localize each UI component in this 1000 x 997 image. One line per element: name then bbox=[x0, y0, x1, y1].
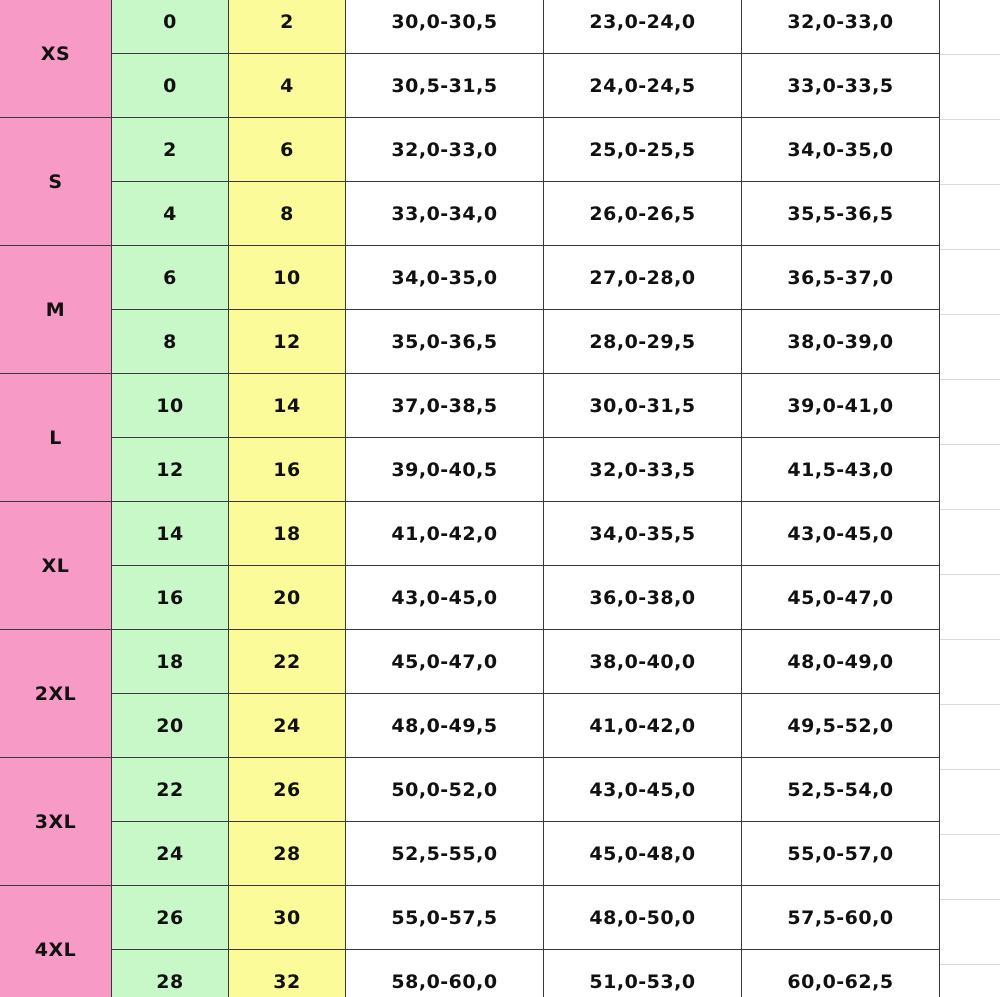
size-label-cell: 3XL bbox=[0, 758, 112, 886]
bust-measure-cell: 43,0-45,0 bbox=[346, 566, 544, 630]
us-size-cell: 12 bbox=[112, 438, 229, 502]
waist-measure-cell: 27,0-28,0 bbox=[544, 246, 742, 310]
spreadsheet-gridlines bbox=[940, 0, 1000, 997]
table-row bbox=[0, 0, 940, 54]
us-size-cell: 4 bbox=[112, 182, 229, 246]
waist-measure-cell: 51,0-53,0 bbox=[544, 950, 742, 997]
table-row bbox=[0, 822, 940, 886]
waist-measure-cell: 32,0-33,5 bbox=[544, 438, 742, 502]
table-row bbox=[0, 182, 940, 246]
waist-measure-cell: 24,0-24,5 bbox=[544, 54, 742, 118]
hips-measure-cell: 43,0-45,0 bbox=[742, 502, 940, 566]
us-size-cell: 2 bbox=[112, 118, 229, 182]
table-row bbox=[0, 54, 940, 118]
gridline bbox=[940, 639, 1000, 640]
hips-measure-cell: 57,5-60,0 bbox=[742, 886, 940, 950]
bust-measure-cell: 35,0-36,5 bbox=[346, 310, 544, 374]
size-label-cell: XS bbox=[0, 0, 112, 118]
bust-measure-cell: 30,0-30,5 bbox=[346, 0, 544, 54]
table-row bbox=[0, 694, 940, 758]
table-row bbox=[0, 886, 940, 950]
table-row bbox=[0, 566, 940, 630]
us-size-cell: 0 bbox=[112, 0, 229, 54]
waist-measure-cell: 36,0-38,0 bbox=[544, 566, 742, 630]
uk-size-cell: 8 bbox=[229, 182, 346, 246]
gridline bbox=[940, 249, 1000, 250]
us-size-cell: 16 bbox=[112, 566, 229, 630]
hips-measure-cell: 55,0-57,0 bbox=[742, 822, 940, 886]
gridline bbox=[940, 899, 1000, 900]
uk-size-cell: 14 bbox=[229, 374, 346, 438]
uk-size-cell: 4 bbox=[229, 54, 346, 118]
us-size-cell: 8 bbox=[112, 310, 229, 374]
uk-size-cell: 30 bbox=[229, 886, 346, 950]
bust-measure-cell: 50,0-52,0 bbox=[346, 758, 544, 822]
gridline bbox=[940, 769, 1000, 770]
us-size-cell: 24 bbox=[112, 822, 229, 886]
gridline bbox=[940, 379, 1000, 380]
bust-measure-cell: 39,0-40,5 bbox=[346, 438, 544, 502]
bust-measure-cell: 30,5-31,5 bbox=[346, 54, 544, 118]
waist-measure-cell: 25,0-25,5 bbox=[544, 118, 742, 182]
table-row bbox=[0, 118, 940, 182]
uk-size-cell: 24 bbox=[229, 694, 346, 758]
size-label-cell: 2XL bbox=[0, 630, 112, 758]
table-row bbox=[0, 246, 940, 310]
table-row bbox=[0, 310, 940, 374]
uk-size-cell: 20 bbox=[229, 566, 346, 630]
us-size-cell: 28 bbox=[112, 950, 229, 997]
bust-measure-cell: 32,0-33,0 bbox=[346, 118, 544, 182]
gridline bbox=[940, 964, 1000, 965]
size-label-cell: M bbox=[0, 246, 112, 374]
us-size-cell: 6 bbox=[112, 246, 229, 310]
hips-measure-cell: 38,0-39,0 bbox=[742, 310, 940, 374]
uk-size-cell: 32 bbox=[229, 950, 346, 997]
waist-measure-cell: 23,0-24,0 bbox=[544, 0, 742, 54]
table-row bbox=[0, 630, 940, 694]
bust-measure-cell: 45,0-47,0 bbox=[346, 630, 544, 694]
us-size-cell: 18 bbox=[112, 630, 229, 694]
uk-size-cell: 12 bbox=[229, 310, 346, 374]
bust-measure-cell: 52,5-55,0 bbox=[346, 822, 544, 886]
hips-measure-cell: 60,0-62,5 bbox=[742, 950, 940, 997]
size-label-cell: XL bbox=[0, 502, 112, 630]
bust-measure-cell: 33,0-34,0 bbox=[346, 182, 544, 246]
bust-measure-cell: 55,0-57,5 bbox=[346, 886, 544, 950]
hips-measure-cell: 33,0-33,5 bbox=[742, 54, 940, 118]
size-label-cell: 4XL bbox=[0, 886, 112, 997]
table-row bbox=[0, 950, 940, 997]
us-size-cell: 10 bbox=[112, 374, 229, 438]
uk-size-cell: 2 bbox=[229, 0, 346, 54]
waist-measure-cell: 38,0-40,0 bbox=[544, 630, 742, 694]
uk-size-cell: 6 bbox=[229, 118, 346, 182]
waist-measure-cell: 34,0-35,5 bbox=[544, 502, 742, 566]
hips-measure-cell: 36,5-37,0 bbox=[742, 246, 940, 310]
uk-size-cell: 16 bbox=[229, 438, 346, 502]
waist-measure-cell: 43,0-45,0 bbox=[544, 758, 742, 822]
gridline bbox=[940, 834, 1000, 835]
bust-measure-cell: 48,0-49,5 bbox=[346, 694, 544, 758]
waist-measure-cell: 45,0-48,0 bbox=[544, 822, 742, 886]
size-label-cell: S bbox=[0, 118, 112, 246]
table-row bbox=[0, 438, 940, 502]
hips-measure-cell: 35,5-36,5 bbox=[742, 182, 940, 246]
gridline bbox=[940, 184, 1000, 185]
waist-measure-cell: 48,0-50,0 bbox=[544, 886, 742, 950]
bust-measure-cell: 41,0-42,0 bbox=[346, 502, 544, 566]
hips-measure-cell: 49,5-52,0 bbox=[742, 694, 940, 758]
gridline bbox=[940, 704, 1000, 705]
gridline bbox=[940, 444, 1000, 445]
waist-measure-cell: 28,0-29,5 bbox=[544, 310, 742, 374]
gridline bbox=[940, 509, 1000, 510]
us-size-cell: 0 bbox=[112, 54, 229, 118]
table-row bbox=[0, 374, 940, 438]
us-size-cell: 20 bbox=[112, 694, 229, 758]
hips-measure-cell: 45,0-47,0 bbox=[742, 566, 940, 630]
hips-measure-cell: 48,0-49,0 bbox=[742, 630, 940, 694]
bust-measure-cell: 58,0-60,0 bbox=[346, 950, 544, 997]
uk-size-cell: 22 bbox=[229, 630, 346, 694]
hips-measure-cell: 41,5-43,0 bbox=[742, 438, 940, 502]
gridline bbox=[940, 314, 1000, 315]
uk-size-cell: 10 bbox=[229, 246, 346, 310]
table-row bbox=[0, 502, 940, 566]
uk-size-cell: 26 bbox=[229, 758, 346, 822]
waist-measure-cell: 30,0-31,5 bbox=[544, 374, 742, 438]
gridline bbox=[940, 574, 1000, 575]
hips-measure-cell: 52,5-54,0 bbox=[742, 758, 940, 822]
uk-size-cell: 18 bbox=[229, 502, 346, 566]
size-label-cell: L bbox=[0, 374, 112, 502]
us-size-cell: 26 bbox=[112, 886, 229, 950]
gridline bbox=[940, 119, 1000, 120]
bust-measure-cell: 37,0-38,5 bbox=[346, 374, 544, 438]
hips-measure-cell: 39,0-41,0 bbox=[742, 374, 940, 438]
table-row bbox=[0, 758, 940, 822]
waist-measure-cell: 41,0-42,0 bbox=[544, 694, 742, 758]
bust-measure-cell: 34,0-35,0 bbox=[346, 246, 544, 310]
hips-measure-cell: 34,0-35,0 bbox=[742, 118, 940, 182]
hips-measure-cell: 32,0-33,0 bbox=[742, 0, 940, 54]
uk-size-cell: 28 bbox=[229, 822, 346, 886]
us-size-cell: 22 bbox=[112, 758, 229, 822]
gridline bbox=[940, 54, 1000, 55]
waist-measure-cell: 26,0-26,5 bbox=[544, 182, 742, 246]
us-size-cell: 14 bbox=[112, 502, 229, 566]
